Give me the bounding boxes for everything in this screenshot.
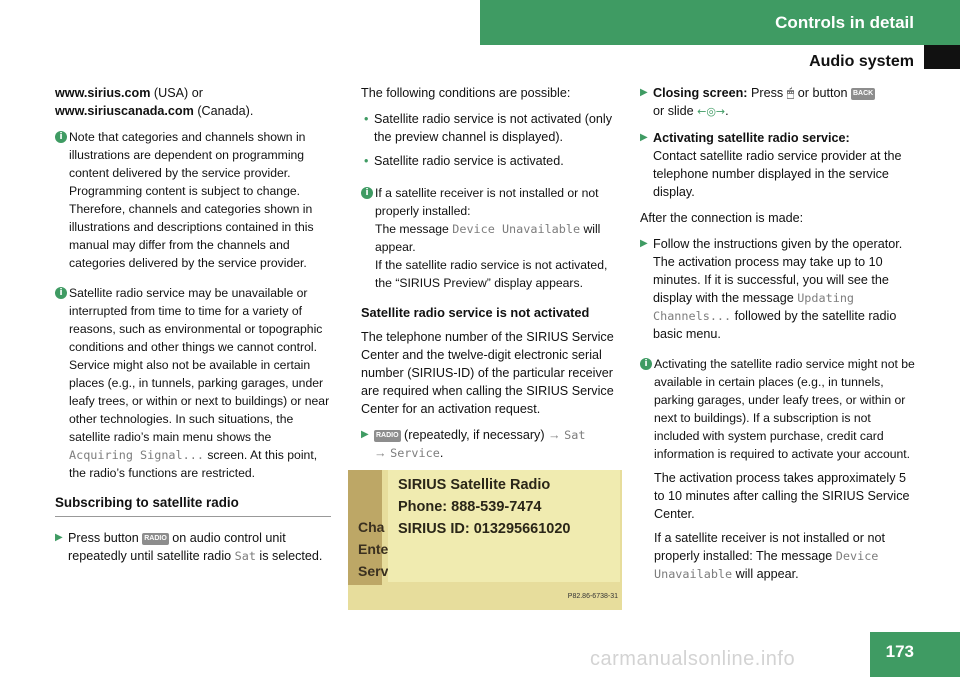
column-3 <box>640 84 916 595</box>
conditions-intro: The following conditions are possible: <box>361 86 571 100</box>
arrow-icon: → <box>374 446 387 460</box>
condition-item: • Satellite radio service is activated. <box>364 154 564 168</box>
condition-item: • Satellite radio service is not activated (only the preview channel is displayed). <box>364 112 612 144</box>
arrow-icon: → <box>548 428 561 442</box>
screen-phone: Phone: 888-539-7474 <box>398 499 542 515</box>
subheading: Satellite radio service is not activated <box>361 305 590 320</box>
bullet-arrow-icon: ▶ <box>640 87 648 98</box>
section-heading: Subscribing to satellite radio <box>55 494 331 517</box>
step-closing-screen: ▶ Closing screen: Press 🖱 or button BACK or slide ←◎→. <box>640 85 874 118</box>
screen-sirius-id: SIRIUS ID: 013295661020 <box>398 521 571 537</box>
info-note-activation: i Activating the satellite radio service might not be available in certain places (e.g., in tunnels, parking garages, under leafy trees, or within or next to buildings). If a subscription is not included with system purchase, credit card information is required to activate your account. The activation process takes approximately 5 to 10 minutes after calling the SIRIUS Service Center. If a satellite receiver is not installed or not properly installed: The message Device Unavailable will appear. <box>640 355 916 583</box>
step-item: ▶ Press button RADIO on audio control unit repeatedly until satellite radio Sat is selected. <box>55 531 323 563</box>
slide-controller-icon: ←◎→ <box>697 105 726 118</box>
after-connection-text: After the connection is made: <box>640 211 804 225</box>
image-code: P82.86-6738-31 <box>567 593 618 600</box>
column-2 <box>358 84 623 610</box>
subsection-title: Audio system <box>809 53 914 70</box>
column-1 <box>55 84 331 573</box>
sirius-canada-link[interactable]: www.siriuscanada.com <box>55 104 194 118</box>
bullet-arrow-icon: ▶ <box>361 429 369 440</box>
step-item: ▶ RADIO (repeatedly, if necessary) → Sat → Service. <box>361 428 586 460</box>
watermark: carmanualsonline.info <box>590 648 796 670</box>
section-title: Controls in detail <box>775 12 914 32</box>
page-number: 173 <box>870 632 960 677</box>
step-follow-instructions: ▶ Follow the instructions given by the operator. The activation process may take up to 10 minutes. If it is successful, you will see the display with the message Updating Channels... followed by the satellite radio basic menu. <box>640 237 903 341</box>
info-icon: i <box>55 287 67 299</box>
back-button-icon: BACK <box>851 88 875 100</box>
info-note-receiver: i If a satellite receiver is not installed or not properly installed: The message Device Unavailable will appear. If the satellite radio service is not activated, the “SIRIUS Preview” display appears. <box>361 184 623 292</box>
info-icon: i <box>55 131 67 143</box>
step-activating: ▶ Activating satellite radio service: Contact satellite radio service provider at the telephone number displayed in the service display. <box>640 131 902 199</box>
section-header <box>480 0 960 45</box>
info-note-channels: i Note that categories and channels shown in illustrations are dependent on programming content delivered by the service provider. Programming content is subject to change. Therefore, channels and categories shown in illustrations and descriptions contained in this manual may differ from the channels and categories delivered by the service provider. <box>55 128 331 272</box>
screen-title: SIRIUS Satellite Radio <box>398 477 551 493</box>
bullet-arrow-icon: ▶ <box>640 132 648 143</box>
info-icon: i <box>640 358 652 370</box>
activation-paragraph: The telephone number of the SIRIUS Service Center and the twelve-digit electronic serial number (SIRIUS-ID) of the particular receiver are required when calling the SIRIUS Service Center for an activation request. <box>361 330 614 416</box>
info-note-availability: i Satellite radio service may be unavailable or interrupted from time to time for a variety of reasons, such as environmental or topographic conditions and other things we cannot control. Service might also not be available in certain places (e.g., in tunnels, parking garages, under leafy trees, or within or next to buildings) or near other technologies. In such situations, the satellite radio’s main menu shows the Acquiring Signal... screen. At this point, the radio’s functions are restricted. <box>55 284 331 482</box>
bullet-arrow-icon: ▶ <box>640 238 648 249</box>
sirius-us-link[interactable]: www.sirius.com <box>55 86 151 100</box>
sirius-display-screenshot: Cha Ente Serv SIRIUS Satellite Radio Phone: 888-539-7474 SIRIUS ID: 013295661020 P82.86-6738-31 <box>348 470 622 610</box>
controller-icon: 🖱 <box>786 85 795 100</box>
header-tab-marker <box>924 45 960 69</box>
bullet-arrow-icon: ▶ <box>55 532 63 543</box>
display-message: Acquiring Signal... <box>69 448 204 462</box>
intro-paragraph: www.sirius.com (USA) or www.siriuscanada.com (Canada). <box>55 86 254 118</box>
radio-button-icon: RADIO <box>374 430 401 442</box>
info-icon: i <box>361 187 373 199</box>
radio-button-icon: RADIO <box>142 533 169 545</box>
